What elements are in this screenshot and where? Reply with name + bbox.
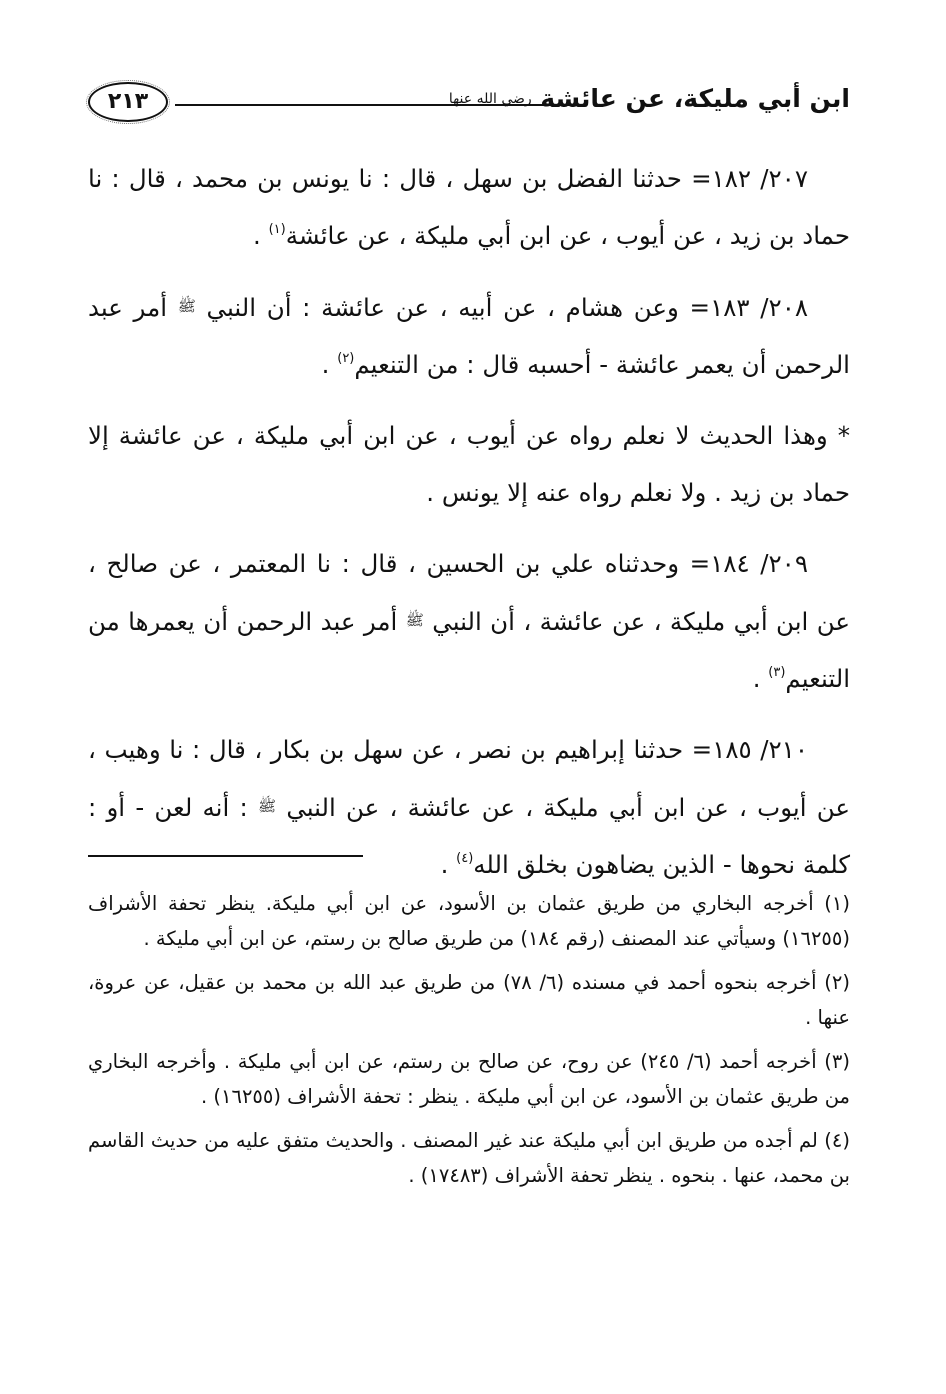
honorific-mark: رضي الله عنها <box>448 91 532 107</box>
hadith-209: ٢٠٩/ ١٨٤= وحدثناه علي بن الحسين ، قال : نا المعتمر ، عن صالح ، عن ابن أبي مليكة ، عن عائشة ، أن النبي $^ﷺ$ أمر عبد الرحمن أن يعمرها من التنعيم$^{(٣)}$ . <box>88 549 851 693</box>
footnote-2: (٢) أخرجه بنحوه أحمد في مسنده (٦/ ٧٨) من طريق عبد الله بن محمد بن عقيل، عن عروة، عنها . <box>88 971 850 1029</box>
author-comment: * وهذا الحديث لا نعلم رواه عن أيوب ، عن ابن أبي مليكة ، عن عائشة إلا حماد بن زيد . ولا نعلم رواه عنه إلا يونس . <box>88 421 850 507</box>
footnote-3: (٣) أخرجه أحمد (٦/ ٢٤٥) عن روح، عن صالح بن رستم، عن ابن أبي مليكة . وأخرجه البخاري من طريق عثمان بن الأسود، عن ابن أبي مليكة . ينظر : تحفة الأشراف (١٦٢٥٥) . <box>88 1050 850 1108</box>
footnote-ref-2: (٢) <box>337 351 355 366</box>
footnote-1: (١) أخرجه البخاري من طريق عثمان بن الأسود، عن ابن أبي مليكة. ينظر تحفة الأشراف (١٦٢٥٥) وسيأتي عند المصنف (رقم ١٨٤) من طريق صالح بن رستم، عن ابن أبي مليكة . <box>88 892 850 950</box>
hadith-208: ٢٠٨/ ١٨٣= وعن هشام ، عن أبيه ، عن عائشة : أن النبي $^ﷺ$ أمر عبد الرحمن أن يعمر عائشة - أحسبه قال : من التنعيم$^{(٢)}$ . <box>88 293 850 379</box>
footnote-ref-4: (٤) <box>456 851 474 866</box>
running-title <box>449 84 850 113</box>
hadith-210: ٢١٠/ ١٨٥= حدثنا إبراهيم بن نصر ، عن سهل بن بكار ، قال : نا وهيب ، عن أيوب ، عن ابن أبي مليكة ، عن عائشة ، عن النبي $^ﷺ$ : أنه لعن - أو : كلمة نحوها - الذين يضاهون بخلق الله$^{(٤)}$ . <box>88 735 850 879</box>
footnote-separator <box>88 855 363 857</box>
footnote-ref-1: (١) <box>268 222 286 237</box>
footnotes <box>88 886 850 1202</box>
page-number-badge <box>88 82 168 122</box>
footnote-ref-3: (٣) <box>768 665 786 680</box>
header-rule <box>175 104 587 106</box>
salla-mark: ﷺ <box>257 797 277 815</box>
page-header <box>88 82 850 128</box>
salla-mark: ﷺ <box>405 611 424 629</box>
footnote-4: (٤) لم أجده من طريق ابن أبي مليكة عند غير المصنف . والحديث متفق عليه من حديث القاسم بن محمد، عنها . بنحوه . ينظر تحفة الأشراف (١٧٤٨٣) . <box>88 1129 850 1187</box>
page-number: ٢١٣ <box>107 89 149 114</box>
hadith-207: ٢٠٧/ ١٨٢= حدثنا الفضل بن سهل ، قال : نا يونس بن محمد ، قال : نا حماد بن زيد ، عن أيوب ، عن ابن أبي مليكة ، عن عائشة$^{(١)}$ . <box>88 164 850 250</box>
salla-mark: ﷺ <box>177 297 196 315</box>
main-text <box>88 150 850 907</box>
running-title-text: ابن أبي مليكة، عن عائشة <box>540 84 850 113</box>
